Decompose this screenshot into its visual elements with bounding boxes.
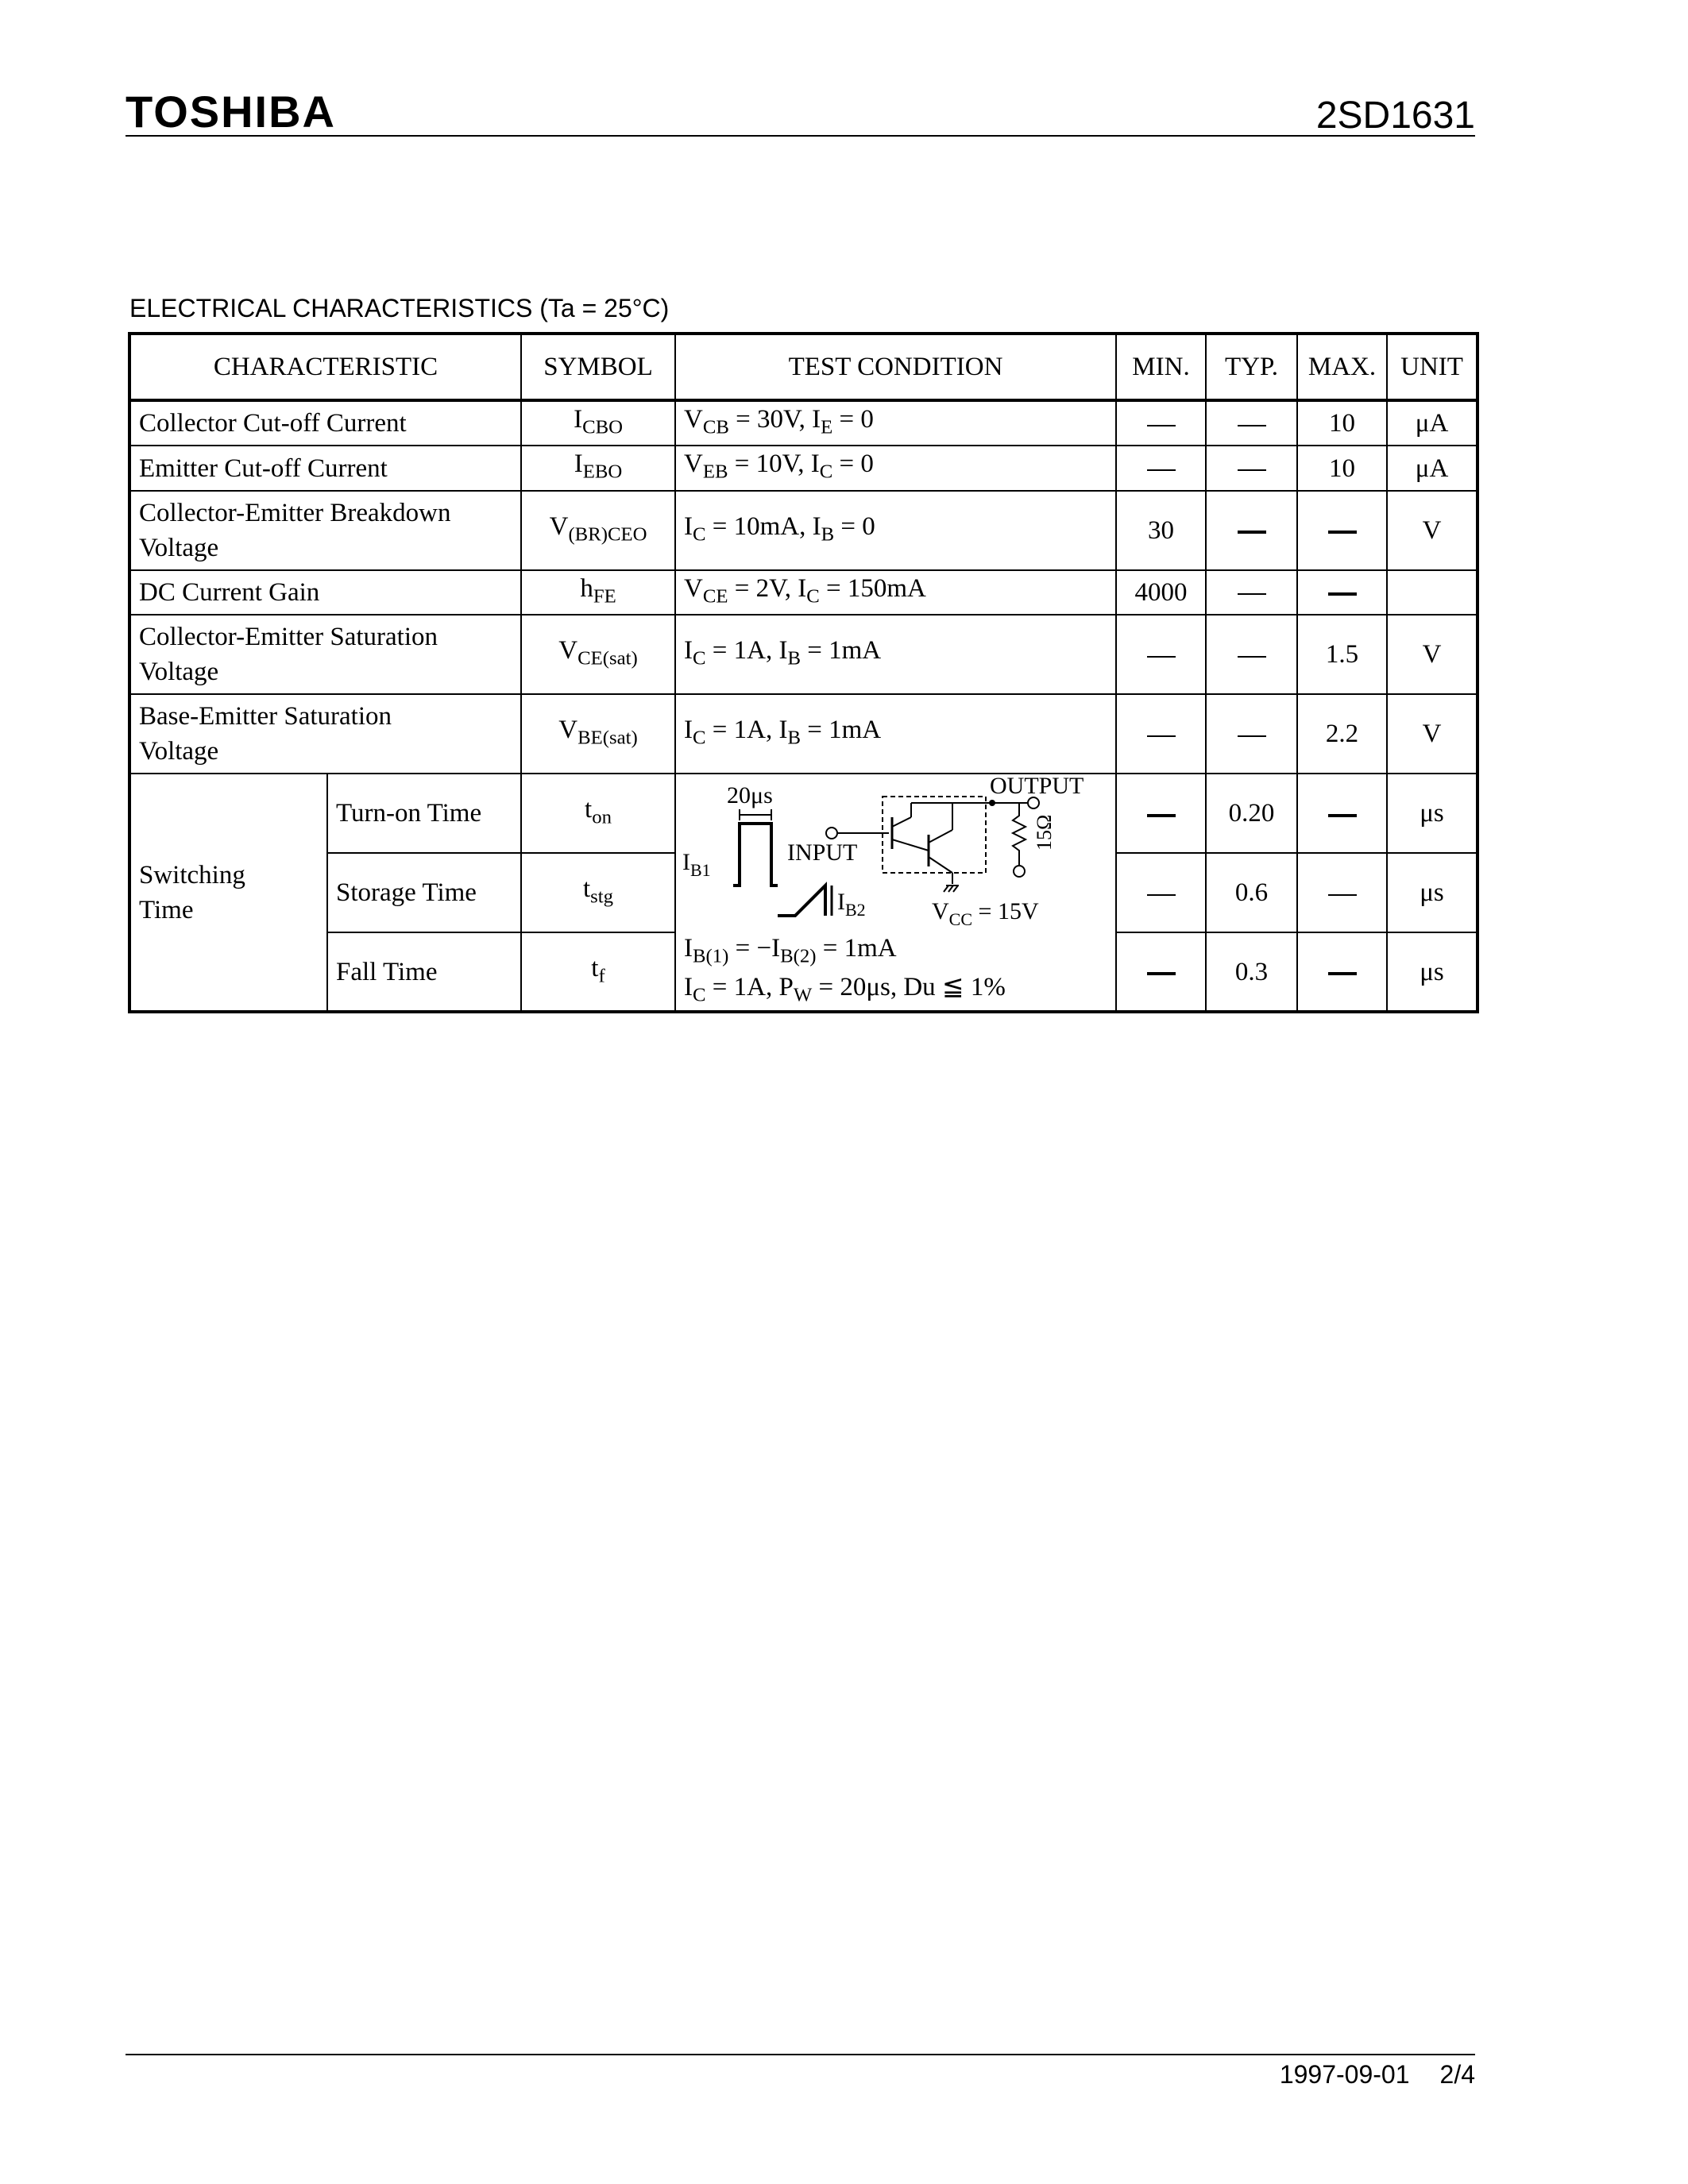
header-min: MIN. bbox=[1116, 334, 1206, 400]
electrical-characteristics-table bbox=[128, 332, 1479, 1013]
min-value bbox=[1116, 932, 1206, 1012]
typ-value: 0.6 bbox=[1206, 853, 1297, 932]
typ-value bbox=[1206, 446, 1297, 490]
char-name: DC Current Gain bbox=[129, 570, 521, 615]
part-number: 2SD1631 bbox=[1315, 95, 1475, 137]
footer-page: 2/4 bbox=[1439, 2060, 1475, 2089]
symbol: $t_{stg}$ bbox=[521, 853, 675, 932]
min-value: 4000 bbox=[1116, 570, 1206, 615]
symbol: $t_f$ bbox=[521, 932, 675, 1012]
pulse-width-label: 20μs bbox=[727, 782, 773, 809]
symbol: $V_{BE(sat)}$ bbox=[521, 694, 675, 774]
char-name: Collector-Emitter Breakdown Voltage bbox=[129, 491, 521, 570]
max-value: 10 bbox=[1297, 400, 1387, 446]
test-condition: $V_{CB} = 30V$, $I_E = 0$ bbox=[675, 400, 1116, 446]
char-name: Fall Time bbox=[327, 932, 521, 1012]
max-value bbox=[1297, 932, 1387, 1012]
symbol: $V_{CE(sat)}$ bbox=[521, 615, 675, 694]
header-test-condition: TEST CONDITION bbox=[675, 334, 1116, 400]
max-value bbox=[1297, 570, 1387, 615]
test-condition: $V_{EB} = 10V$, $I_C = 0$ bbox=[675, 446, 1116, 490]
section-title-text: ELECTRICAL CHARACTERISTICS (Ta = 25 bbox=[129, 294, 632, 322]
symbol: $V_{(BR)CEO}$ bbox=[521, 491, 675, 570]
min-value bbox=[1116, 853, 1206, 932]
switching-conditions bbox=[676, 933, 1115, 1010]
char-name: Storage Time bbox=[327, 853, 521, 932]
char-name: Emitter Cut-off Current bbox=[129, 446, 521, 490]
header-rule bbox=[126, 135, 1475, 137]
switching-test-circuit bbox=[676, 774, 1117, 933]
test-condition: $I_C = 10mA$, $I_B = 0$ bbox=[675, 491, 1116, 570]
section-title-suffix: °C) bbox=[632, 294, 670, 322]
section-title bbox=[129, 294, 669, 323]
toshiba-logo: TOSHIBA bbox=[126, 87, 336, 137]
unit: μA bbox=[1387, 400, 1477, 446]
min-value bbox=[1116, 446, 1206, 490]
header-symbol: SYMBOL bbox=[521, 334, 675, 400]
ib1-label: $I_{B1}$ bbox=[682, 849, 711, 881]
switching-time-group: Switching Time bbox=[129, 774, 327, 1012]
output-label: OUTPUT bbox=[990, 774, 1084, 800]
header-characteristic: CHARACTERISTIC bbox=[129, 334, 521, 400]
typ-value bbox=[1206, 400, 1297, 446]
unit: V bbox=[1387, 694, 1477, 774]
typ-value bbox=[1206, 694, 1297, 774]
max-value: 1.5 bbox=[1297, 615, 1387, 694]
char-name: Base-Emitter Saturation Voltage bbox=[129, 694, 521, 774]
symbol: $h_{FE}$ bbox=[521, 570, 675, 615]
char-name: Collector Cut-off Current bbox=[129, 400, 521, 446]
unit bbox=[1387, 570, 1477, 615]
typ-value: 0.3 bbox=[1206, 932, 1297, 1012]
table-row bbox=[129, 774, 1477, 853]
max-value: 10 bbox=[1297, 446, 1387, 490]
symbol: $t_{on}$ bbox=[521, 774, 675, 853]
table-row bbox=[129, 570, 1477, 615]
typ-value bbox=[1206, 491, 1297, 570]
unit: μA bbox=[1387, 446, 1477, 490]
header-unit: UNIT bbox=[1387, 334, 1477, 400]
unit: V bbox=[1387, 491, 1477, 570]
typ-value bbox=[1206, 615, 1297, 694]
input-label: INPUT bbox=[787, 839, 858, 866]
table-row bbox=[129, 400, 1477, 446]
footer bbox=[1280, 2060, 1475, 2089]
resistor-label: 15Ω bbox=[1033, 815, 1056, 851]
unit: μs bbox=[1387, 932, 1477, 1012]
typ-value: 0.20 bbox=[1206, 774, 1297, 853]
test-condition: $V_{CE} = 2V$, $I_C = 150mA$ bbox=[675, 570, 1116, 615]
header-typ: TYP. bbox=[1206, 334, 1297, 400]
min-value bbox=[1116, 615, 1206, 694]
table-row bbox=[129, 446, 1477, 490]
footer-date: 1997-09-01 bbox=[1279, 2060, 1410, 2089]
ib2-label: $I_{B2}$ bbox=[837, 889, 866, 920]
unit: V bbox=[1387, 615, 1477, 694]
char-name: Turn-on Time bbox=[327, 774, 521, 853]
typ-value bbox=[1206, 570, 1297, 615]
min-value bbox=[1116, 774, 1206, 853]
table-row bbox=[129, 694, 1477, 774]
symbol: $I_{CBO}$ bbox=[521, 400, 675, 446]
pulse-condition: $I_C = 1A$, $P_W = 20\mu s$, Du ≦ 1% bbox=[684, 972, 1006, 1006]
vcc-label: $V_{CC} = 15V$ bbox=[932, 898, 1039, 930]
max-value: 2.2 bbox=[1297, 694, 1387, 774]
header-max: MAX. bbox=[1297, 334, 1387, 400]
table-header bbox=[129, 334, 1477, 400]
test-condition: $I_C = 1A$, $I_B = 1mA$ bbox=[675, 615, 1116, 694]
ib-condition: $I_{B(1)} = -I_{B(2)} = 1mA$ bbox=[684, 934, 897, 967]
footer-rule bbox=[126, 2054, 1475, 2055]
table-row bbox=[129, 491, 1477, 570]
unit: μs bbox=[1387, 853, 1477, 932]
table-row bbox=[129, 615, 1477, 694]
input-pulse-waveform bbox=[733, 824, 778, 886]
switching-test-condition bbox=[675, 774, 1116, 1012]
symbol: $I_{EBO}$ bbox=[521, 446, 675, 490]
max-value bbox=[1297, 853, 1387, 932]
max-value bbox=[1297, 774, 1387, 853]
min-value: 30 bbox=[1116, 491, 1206, 570]
max-value bbox=[1297, 491, 1387, 570]
test-condition: $I_C = 1A$, $I_B = 1mA$ bbox=[675, 694, 1116, 774]
min-value bbox=[1116, 400, 1206, 446]
char-name: Collector-Emitter Saturation Voltage bbox=[129, 615, 521, 694]
min-value bbox=[1116, 694, 1206, 774]
load-resistor bbox=[1013, 803, 1026, 865]
unit: μs bbox=[1387, 774, 1477, 853]
